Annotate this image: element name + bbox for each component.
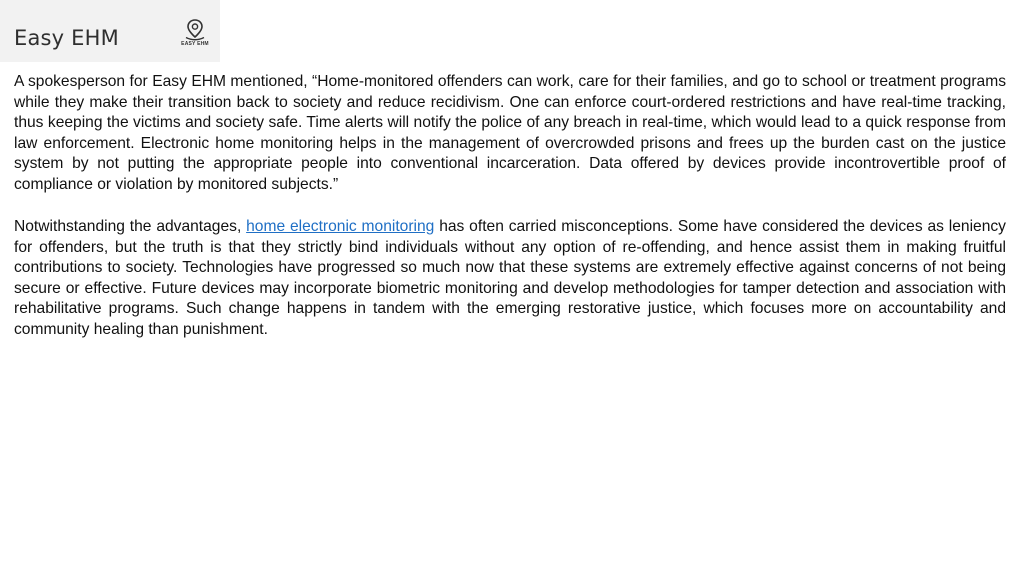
home-electronic-monitoring-link[interactable]: home electronic monitoring (246, 218, 435, 235)
article-body (14, 72, 1006, 362)
paragraph-1: A spokesperson for Easy EHM mentioned, “Home-monitored offenders can work, care for their families, and go to school or treatment programs while they make their transition back to society and reduce recidivism. One can enforce court-ordered restrictions and have real-time tracking, thus keeping the victims and society safe. Time alerts will notify the police of any breach in real-time, which would lead to a quick response from law enforcement. Electronic home monitoring helps in the management of overcrowded prisons and frees up the burden cast on the justice system by not putting the appropriate people into conventional incarceration. Data offered by devices provide incontrovertible proof of compliance or violation by monitored subjects.” (14, 73, 1006, 193)
paragraph-2-intro: Notwithstanding the advantages, (14, 218, 247, 235)
location-pin-icon (178, 18, 212, 42)
brand-logo-text: Easy EHM (14, 26, 119, 50)
paragraph-2-rest: has often carried misconceptions. Some have considered the devices as leniency for offenders, but the truth is that they strictly bind individuals without any option of re-offending, and hence assist them in making fruitful contributions to society. Technologies have progressed so much now that these systems are extremely effective against concerns of not being secure or effective. Future devices may incorporate biometric monitoring and develop methodologies for tamper detection and association with rehabilitative programs. Such change happens in tandem with the emerging restorative justice, which focuses more on accountability and community healing than punishment. (14, 218, 1006, 338)
brand-logo-mark (178, 18, 212, 52)
brand-mark-text: EASY EHM (181, 41, 209, 47)
header-banner (0, 0, 220, 62)
paragraph-2 (14, 217, 1006, 340)
